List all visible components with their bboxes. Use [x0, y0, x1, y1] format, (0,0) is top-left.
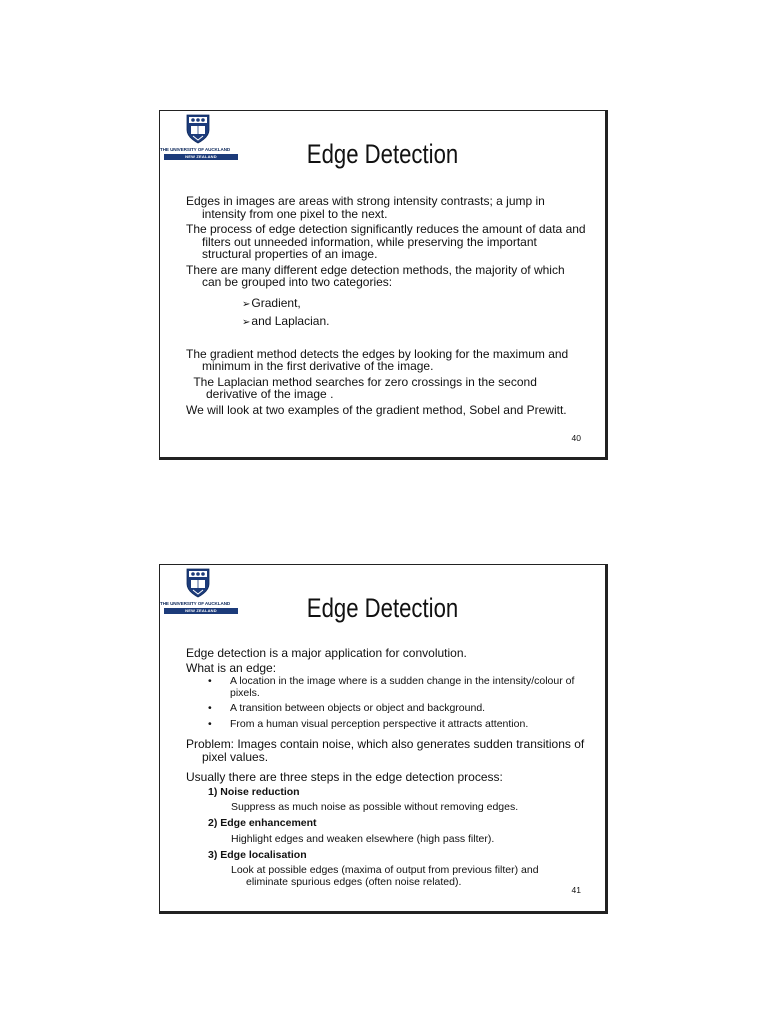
page-number: 40 [571, 433, 581, 443]
paragraph: There are many different edge detection methods, the majority of which can be grouped into two categories: [186, 262, 565, 289]
paragraph: We will look at two examples of the gradient method, Sobel and Prewitt. [186, 402, 567, 417]
slide-title: Edge Detection [306, 139, 459, 169]
bullet-dot-icon: • [208, 702, 212, 714]
bullet-dot-icon: • [208, 717, 212, 730]
paragraph: Problem: Images contain noise, which also generates sudden transitions of pixel values. [186, 737, 585, 764]
page-number: 41 [571, 885, 581, 895]
paragraph: Edge detection is a major application for convolution. [186, 646, 467, 660]
country-band: NEW ZEALAND [164, 154, 238, 160]
arrow-bullet-icon: ➢ [242, 298, 251, 310]
paragraph: Edges in images are areas with strong intensity contrasts; a jump in intensity from one pixel to the next. [186, 194, 545, 221]
university-name: THE UNIVERSITY OF AUCKLAND [160, 147, 231, 152]
list-item: • A transition between objects or object and background. [208, 702, 486, 714]
university-name: THE UNIVERSITY OF AUCKLAND [160, 601, 231, 606]
step-detail: Look at possible edges (maxima of output from previous filter) and eliminate spurious edges (often noise related). [231, 864, 539, 889]
slide-title: Edge Detection [306, 593, 459, 623]
paragraph: The gradient method detects the edges by looking for the maximum and minimum in the first derivative of the image. [186, 346, 569, 373]
slide-body [186, 647, 587, 893]
paragraph: The process of edge detection significantly reduces the amount of data and filters out unneeded information, while preserving the important structural properties of an image. [186, 222, 586, 261]
step-heading: 3) Edge localisation [208, 848, 307, 861]
category-item: ➢Gradient, [242, 295, 301, 310]
paragraph: The Laplacian method searches for zero crossings in the second derivative of the image . [193, 374, 537, 401]
step-detail: Highlight edges and weaken elsewhere (high pass filter). [231, 832, 495, 845]
step-heading: 2) Edge enhancement [208, 817, 317, 830]
edge-definition-list [186, 676, 587, 730]
category-item: ➢and Laplacian. [242, 314, 330, 328]
list-item: • A location in the image where is a sudden change in the intensity/colour of pixels. [208, 675, 575, 699]
bullet-dot-icon: • [208, 675, 212, 687]
step-heading: 1) Noise reduction [208, 785, 300, 798]
list-item: • From a human visual perception perspective it attracts attention. [208, 717, 529, 730]
slide-body [186, 195, 587, 419]
paragraph: What is an edge: [186, 660, 277, 675]
step-detail: Suppress as much noise as possible without removing edges. [231, 801, 519, 814]
steps-list [186, 787, 587, 890]
slide-41 [159, 564, 608, 914]
slide-40 [159, 110, 608, 460]
country-band: NEW ZEALAND [164, 608, 238, 614]
paragraph: Usually there are three steps in the edge detection process: [186, 770, 503, 784]
arrow-bullet-icon: ➢ [242, 317, 251, 328]
